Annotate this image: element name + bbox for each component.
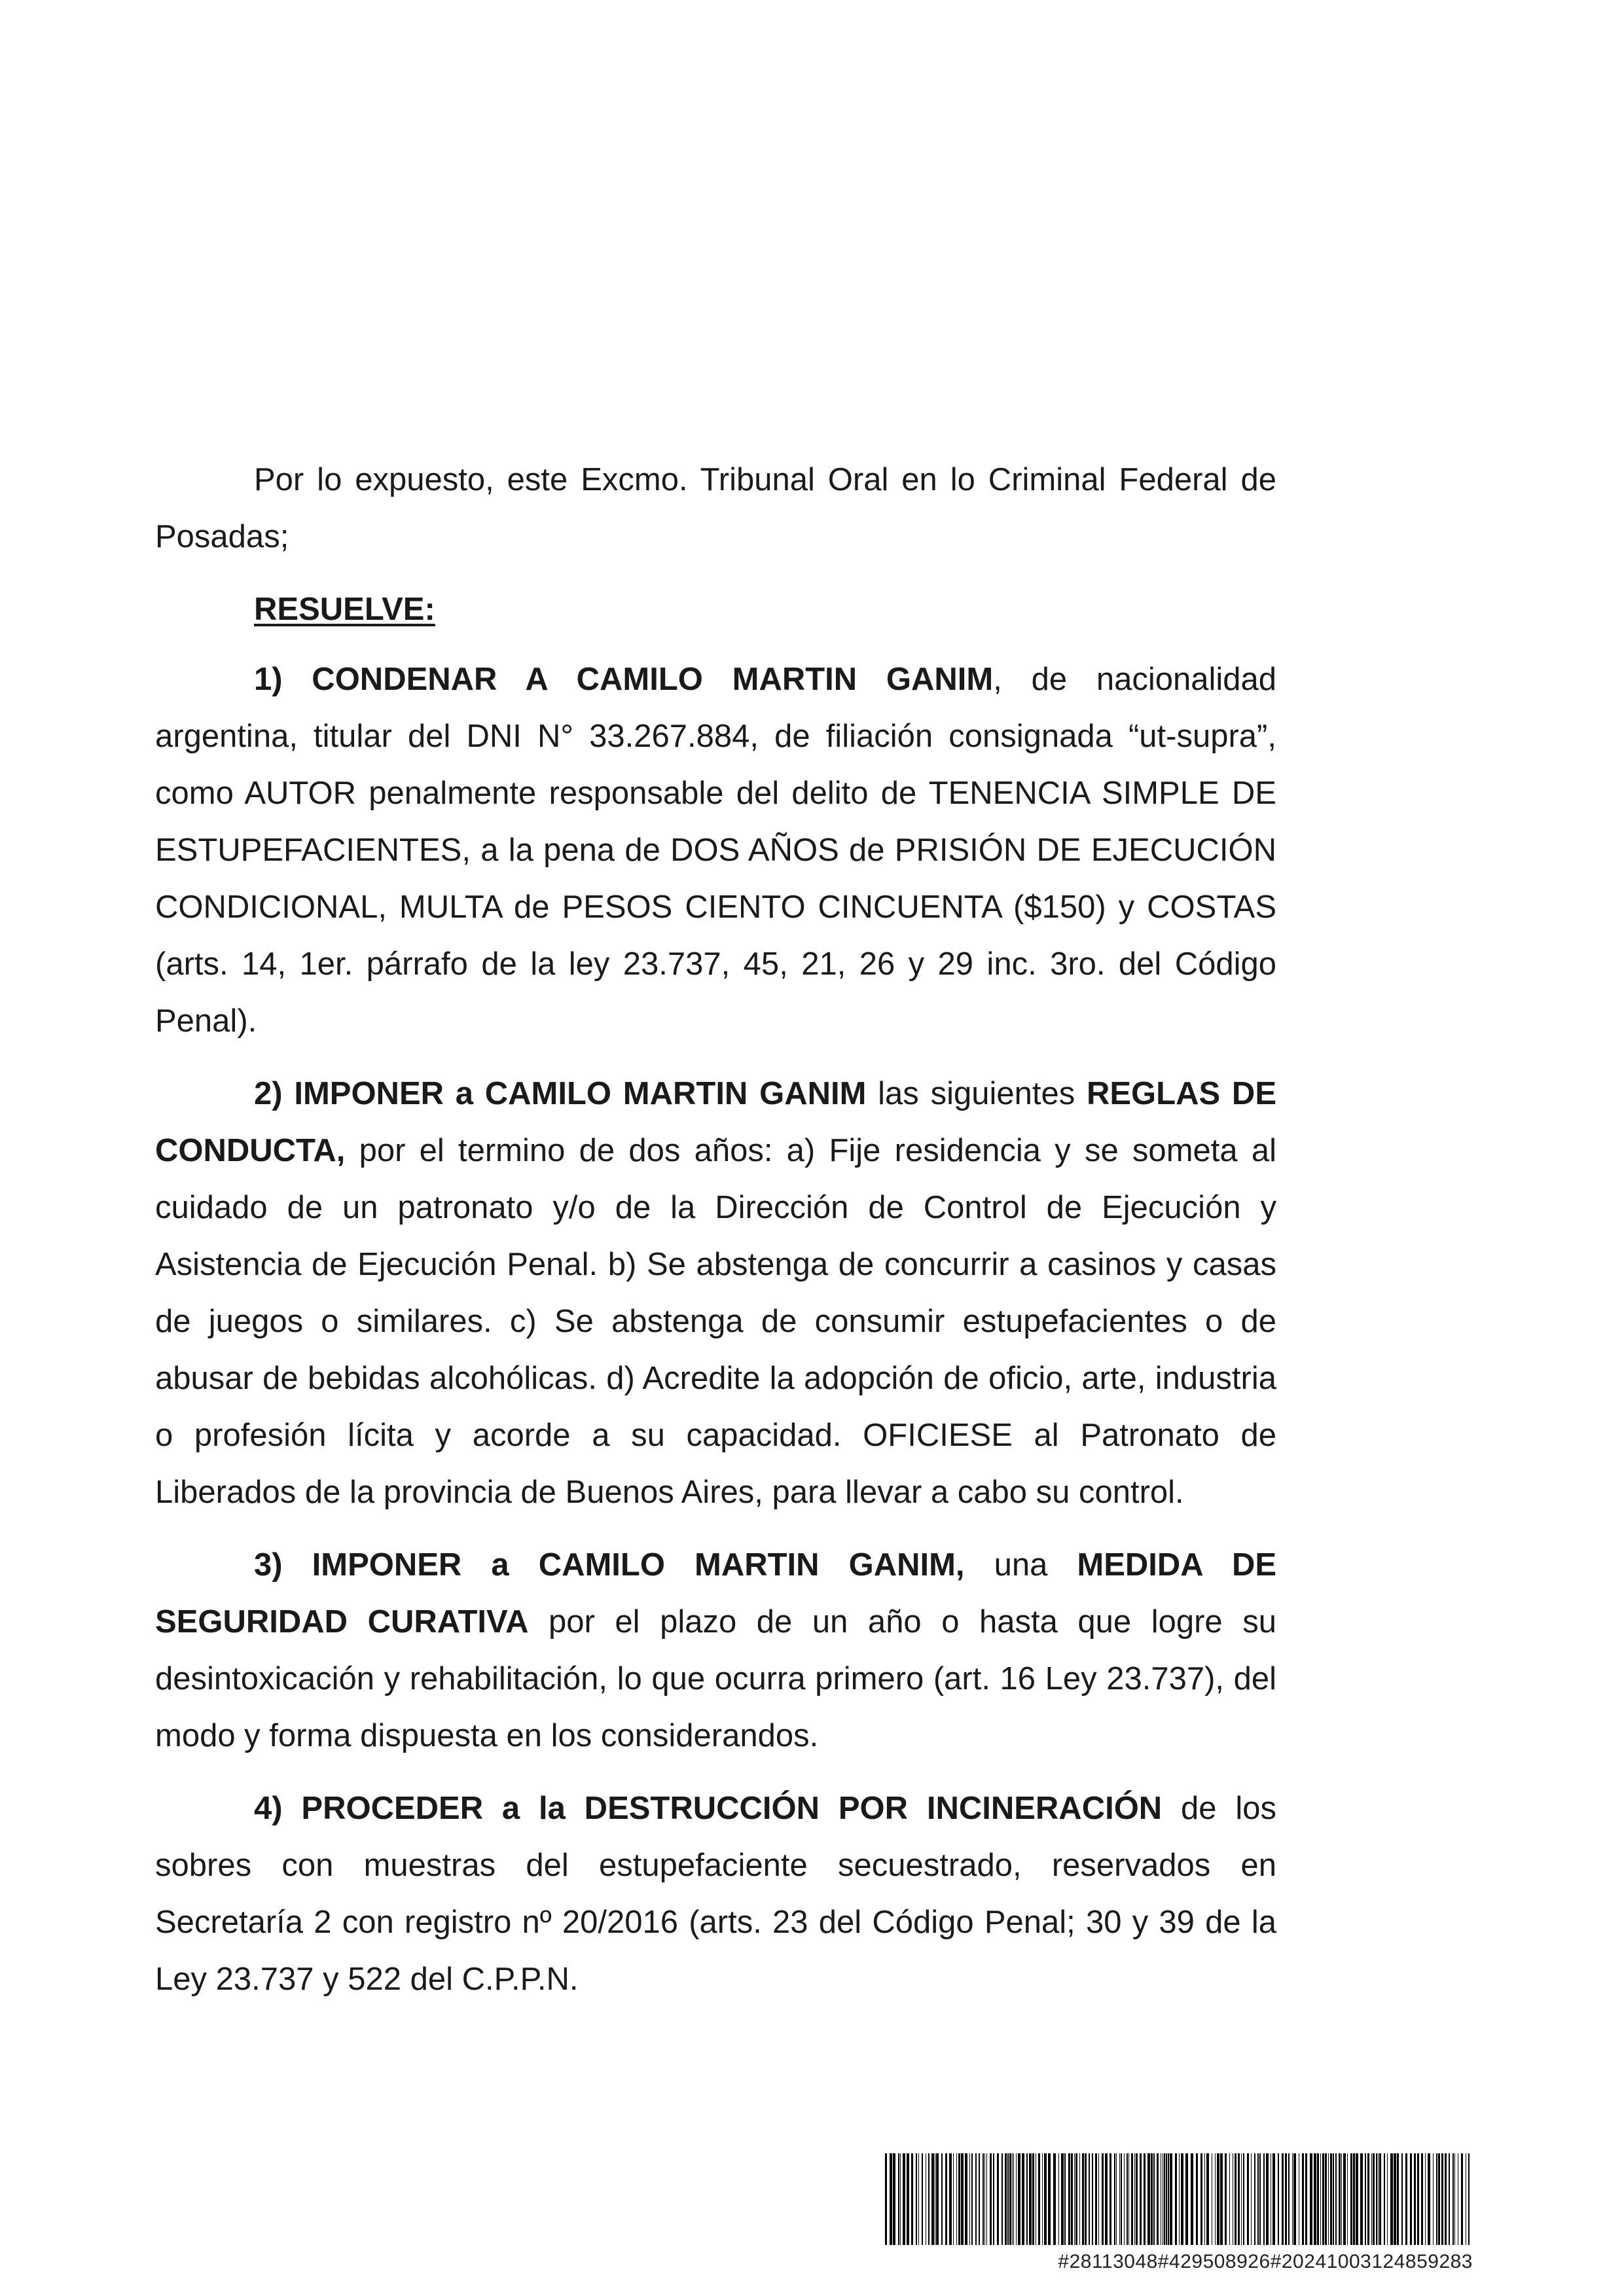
barcode-bar bbox=[1414, 2153, 1416, 2245]
barcode-bar bbox=[1179, 2153, 1180, 2245]
barcode-bar bbox=[1166, 2153, 1167, 2245]
barcode-bar bbox=[1360, 2153, 1363, 2245]
barcode-bar bbox=[1168, 2153, 1169, 2245]
barcode-bar bbox=[1353, 2153, 1355, 2245]
barcode-bar bbox=[1468, 2153, 1470, 2245]
barcode-icon bbox=[884, 2153, 1473, 2245]
barcode-bar bbox=[1425, 2153, 1426, 2245]
item-1-lead: 1) CONDENAR A CAMILO MARTIN GANIM bbox=[254, 662, 994, 697]
barcode-bar bbox=[1005, 2153, 1007, 2245]
barcode-bar bbox=[1071, 2153, 1073, 2245]
barcode-bar bbox=[1136, 2153, 1138, 2245]
barcode-bar bbox=[1032, 2153, 1034, 2245]
barcode-bar bbox=[1445, 2153, 1447, 2245]
barcode-bar bbox=[1350, 2153, 1352, 2245]
barcode-bar bbox=[1339, 2153, 1341, 2245]
barcode-bar bbox=[1128, 2153, 1129, 2245]
barcode-bar bbox=[1053, 2153, 1056, 2245]
barcode-bar bbox=[1302, 2153, 1304, 2245]
item-3-emphasis: MEDIDA DE SEGURIDAD CURATIVA bbox=[155, 1547, 1277, 1640]
barcode-bar bbox=[1134, 2153, 1135, 2245]
barcode-bar bbox=[1288, 2153, 1290, 2245]
barcode-bar bbox=[893, 2153, 895, 2245]
barcode-bar bbox=[1325, 2153, 1327, 2245]
barcode-bar bbox=[1068, 2153, 1070, 2245]
resolution-item-3 bbox=[155, 1537, 1276, 1765]
barcode-bar bbox=[931, 2153, 934, 2245]
document-barcode bbox=[884, 2153, 1473, 2278]
barcode-bar bbox=[1061, 2153, 1064, 2245]
barcode-bar bbox=[1001, 2153, 1003, 2245]
barcode-bar bbox=[1151, 2153, 1153, 2245]
barcode-bar bbox=[1378, 2153, 1379, 2245]
barcode-bar bbox=[1314, 2153, 1316, 2245]
barcode-bar bbox=[965, 2153, 967, 2245]
barcode-bar bbox=[1428, 2153, 1430, 2245]
barcode-bar bbox=[911, 2153, 913, 2245]
barcode-bar bbox=[1124, 2153, 1125, 2245]
barcode-bar bbox=[1438, 2153, 1440, 2245]
barcode-bar bbox=[1320, 2153, 1321, 2245]
barcode-bar bbox=[1170, 2153, 1172, 2245]
barcode-bar bbox=[1044, 2153, 1047, 2245]
barcode-bar bbox=[1421, 2153, 1423, 2245]
resuelve-heading: RESUELVE: bbox=[254, 592, 435, 627]
barcode-bar bbox=[1436, 2153, 1437, 2245]
barcode-bar bbox=[1119, 2153, 1120, 2245]
barcode-bar bbox=[1384, 2153, 1385, 2245]
barcode-bar bbox=[1048, 2153, 1051, 2245]
barcode-bar bbox=[1074, 2153, 1075, 2245]
barcode-bar bbox=[1191, 2153, 1193, 2245]
barcode-bar bbox=[1164, 2153, 1165, 2245]
barcode-bar bbox=[986, 2153, 987, 2245]
barcode-bar bbox=[1441, 2153, 1443, 2245]
barcode-bar bbox=[1215, 2153, 1216, 2245]
barcode-bar bbox=[1263, 2153, 1265, 2245]
barcode-bar bbox=[956, 2153, 957, 2245]
barcode-bar bbox=[1217, 2153, 1219, 2245]
resolution-item-4 bbox=[155, 1780, 1276, 2008]
resolution-body bbox=[155, 452, 1276, 2024]
barcode-bar bbox=[1121, 2153, 1122, 2245]
barcode-bar bbox=[1075, 2153, 1077, 2245]
barcode-bar bbox=[1433, 2153, 1434, 2245]
barcode-bar bbox=[1257, 2153, 1259, 2245]
barcode-bar bbox=[983, 2153, 984, 2245]
barcode-bar bbox=[1278, 2153, 1279, 2245]
barcode-bar bbox=[1373, 2153, 1375, 2245]
barcode-bar bbox=[1196, 2153, 1198, 2245]
barcode-number: #28113048#429508926#20241003124859283 bbox=[1058, 2251, 1473, 2272]
barcode-bar bbox=[1144, 2153, 1146, 2245]
barcode-bar bbox=[898, 2153, 899, 2245]
barcode-bar bbox=[949, 2153, 952, 2245]
barcode-bar bbox=[1131, 2153, 1133, 2245]
barcode-bar bbox=[1356, 2153, 1358, 2245]
barcode-bar bbox=[990, 2153, 992, 2245]
barcode-bar bbox=[997, 2153, 999, 2245]
barcode-bar bbox=[936, 2153, 939, 2245]
barcode-bar bbox=[993, 2153, 994, 2245]
item-2-text-a: las siguientes bbox=[866, 1076, 1087, 1111]
barcode-bar bbox=[1285, 2153, 1287, 2245]
barcode-bar bbox=[1293, 2153, 1296, 2245]
barcode-bar bbox=[1235, 2153, 1236, 2245]
barcode-bar bbox=[1157, 2153, 1159, 2245]
barcode-bar bbox=[1098, 2153, 1099, 2245]
barcode-bar bbox=[1330, 2153, 1332, 2245]
barcode-bar bbox=[1204, 2153, 1205, 2245]
barcode-bar bbox=[907, 2153, 909, 2245]
item-2-lead: 2) IMPONER a CAMILO MARTIN GANIM bbox=[254, 1076, 867, 1111]
barcode-bar bbox=[1105, 2153, 1108, 2245]
barcode-bar bbox=[1114, 2153, 1115, 2245]
barcode-bar bbox=[1405, 2153, 1407, 2245]
barcode-bar bbox=[1026, 2153, 1028, 2245]
barcode-bar bbox=[1085, 2153, 1087, 2245]
barcode-bar bbox=[1394, 2153, 1396, 2245]
barcode-bar bbox=[1092, 2153, 1093, 2245]
barcode-bar bbox=[1200, 2153, 1202, 2245]
barcode-bar bbox=[1185, 2153, 1188, 2245]
barcode-bar bbox=[1147, 2153, 1150, 2245]
barcode-bar bbox=[900, 2153, 901, 2245]
barcode-bar bbox=[1335, 2153, 1337, 2245]
barcode-bar bbox=[885, 2153, 887, 2245]
barcode-bar bbox=[984, 2153, 985, 2245]
item-3-text-b: por el plazo de un año o hasta que logre su desintoxicación y rehabilitación, lo que ocurra primero (art. 16 Ley 23.737), del modo y forma dispuesta en los considerandos. bbox=[155, 1604, 1276, 1753]
barcode-bar bbox=[1317, 2153, 1319, 2245]
barcode-bar bbox=[1116, 2153, 1117, 2245]
barcode-bar bbox=[1251, 2153, 1252, 2245]
barcode-bar bbox=[1371, 2153, 1372, 2245]
barcode-bar bbox=[1454, 2153, 1455, 2245]
barcode-bar bbox=[1247, 2153, 1249, 2245]
barcode-bar bbox=[945, 2153, 947, 2245]
barcode-bar bbox=[1259, 2153, 1261, 2245]
barcode-bar bbox=[922, 2153, 923, 2245]
barcode-bar bbox=[1410, 2153, 1412, 2245]
barcode-bar bbox=[1175, 2153, 1177, 2245]
barcode-bar bbox=[1367, 2153, 1369, 2245]
barcode-bar bbox=[1022, 2153, 1024, 2245]
barcode-bar bbox=[916, 2153, 917, 2245]
barcode-bar bbox=[1453, 2153, 1454, 2245]
barcode-bar bbox=[1243, 2153, 1244, 2245]
barcode-bar bbox=[1328, 2153, 1329, 2245]
intro-paragraph: Por lo expuesto, este Excmo. Tribunal Oral en lo Criminal Federal de Posadas; bbox=[155, 462, 1276, 554]
barcode-bar bbox=[1341, 2153, 1342, 2245]
barcode-bar bbox=[1009, 2153, 1011, 2245]
barcode-bar bbox=[961, 2153, 964, 2245]
item-3-text-a: una bbox=[964, 1547, 1077, 1583]
barcode-bar bbox=[958, 2153, 960, 2245]
barcode-bar bbox=[1225, 2153, 1227, 2245]
barcode-bar bbox=[1376, 2153, 1377, 2245]
barcode-bar bbox=[1079, 2153, 1080, 2245]
barcode-bar bbox=[941, 2153, 943, 2245]
barcode-bar bbox=[1007, 2153, 1009, 2245]
item-3-lead: 3) IMPONER a CAMILO MARTIN GANIM, bbox=[254, 1547, 965, 1583]
barcode-bar bbox=[1347, 2153, 1348, 2245]
barcode-bar bbox=[1266, 2153, 1269, 2245]
item-2-text-b: por el termino de dos años: a) Fije residencia y se someta al cuidado de un patronato y/o de la Dirección de Control de Ejecución y Asistencia de Ejecución Penal. b) Se abstenga de concurrir a casinos y casas de juegos o similares. c) Se abstenga de consumir estupefacientes o de abusar de bebidas alcohólicas. d) Acredite la adopción de oficio, arte, industria o profesión lícita y acorde a su capacidad. OFICIESE al Patronato de Liberados de la provincia de Buenos Aires, para llevar a cabo su control. bbox=[155, 1133, 1276, 1510]
barcode-bar bbox=[1401, 2153, 1403, 2245]
barcode-bar bbox=[1238, 2153, 1240, 2245]
barcode-bar bbox=[1390, 2153, 1393, 2245]
barcode-bar bbox=[1082, 2153, 1084, 2245]
barcode-bar bbox=[1379, 2153, 1381, 2245]
barcode-bar bbox=[1089, 2153, 1090, 2245]
item-1-text: , de nacionalidad argentina, titular del DNI N° 33.267.884, de filiación consignada “ut-supra”, como AUTOR penalmente responsable del delito de TENENCIA SIMPLE DE ESTUPEFACIENTES, a la pena de DOS AÑOS de PRISIÓN DE EJECUCIÓN CONDICIONAL, MULTA de PESOS CIENTO CINCUENTA ($150) y COSTAS (arts. 14, 1er. párrafo de la ley 23.737, 45, 21, 26 y 29 inc. 3ro. del Código Penal). bbox=[155, 662, 1277, 1039]
barcode-bar bbox=[1064, 2153, 1066, 2245]
barcode-bar bbox=[1140, 2153, 1142, 2245]
barcode-bar bbox=[1127, 2153, 1128, 2245]
barcode-bar bbox=[928, 2153, 929, 2245]
barcode-bar bbox=[1305, 2153, 1307, 2245]
barcode-bar bbox=[890, 2153, 892, 2245]
barcode-bar bbox=[1012, 2153, 1013, 2245]
barcode-bar bbox=[1292, 2153, 1293, 2245]
barcode-bar bbox=[1013, 2153, 1014, 2245]
barcode-bar bbox=[1322, 2153, 1324, 2245]
barcode-bar bbox=[903, 2153, 905, 2245]
resolution-heading bbox=[155, 581, 1276, 638]
resolution-item-2 bbox=[155, 1066, 1276, 1521]
barcode-bar bbox=[1029, 2153, 1032, 2245]
item-4-lead: 4) PROCEDER a la DESTRUCCIÓN POR INCINERACIÓN bbox=[254, 1791, 1163, 1826]
resolution-item-1 bbox=[155, 651, 1276, 1050]
barcode-bar bbox=[1181, 2153, 1183, 2245]
barcode-bar bbox=[1110, 2153, 1111, 2245]
barcode-bar bbox=[1333, 2153, 1334, 2245]
barcode-bar bbox=[1272, 2153, 1275, 2245]
barcode-bar bbox=[1229, 2153, 1230, 2245]
barcode-bar bbox=[1095, 2153, 1097, 2245]
barcode-bar bbox=[979, 2153, 980, 2245]
barcode-bar bbox=[971, 2153, 973, 2245]
barcode-bar bbox=[1449, 2153, 1450, 2245]
barcode-bar bbox=[975, 2153, 977, 2245]
barcode-bar bbox=[1042, 2153, 1043, 2245]
barcode-bar bbox=[1018, 2153, 1020, 2245]
barcode-bar bbox=[1282, 2153, 1284, 2245]
barcode-bar bbox=[953, 2153, 954, 2245]
item-2-emphasis: REGLAS DE CONDUCTA, bbox=[155, 1076, 1276, 1168]
barcode-bar bbox=[1417, 2153, 1419, 2245]
barcode-bar bbox=[1343, 2153, 1346, 2245]
barcode-bar bbox=[1310, 2153, 1312, 2245]
barcode-bar bbox=[918, 2153, 919, 2245]
barcode-bar bbox=[1387, 2153, 1388, 2245]
barcode-bar bbox=[1461, 2153, 1463, 2245]
barcode-bar bbox=[1254, 2153, 1255, 2245]
barcode-bar bbox=[1038, 2153, 1040, 2245]
barcode-bar bbox=[1397, 2153, 1399, 2245]
barcode-bar bbox=[1241, 2153, 1242, 2245]
barcode-bar bbox=[969, 2153, 970, 2245]
barcode-bar bbox=[1206, 2153, 1209, 2245]
barcode-bar bbox=[1365, 2153, 1366, 2245]
barcode-bar bbox=[1016, 2153, 1017, 2245]
item-4-text: de los sobres con muestras del estupefaciente secuestrado, reservados en Secretaría 2 con registro nº 20/2016 (arts. 23 del Código Penal; 30 y 39 de la Ley 23.737 y 522 del C.P.P.N. bbox=[155, 1791, 1276, 1997]
barcode-bar bbox=[1153, 2153, 1155, 2245]
barcode-bar bbox=[1058, 2153, 1059, 2245]
barcode-bar bbox=[1220, 2153, 1223, 2245]
barcode-bar bbox=[1102, 2153, 1104, 2245]
